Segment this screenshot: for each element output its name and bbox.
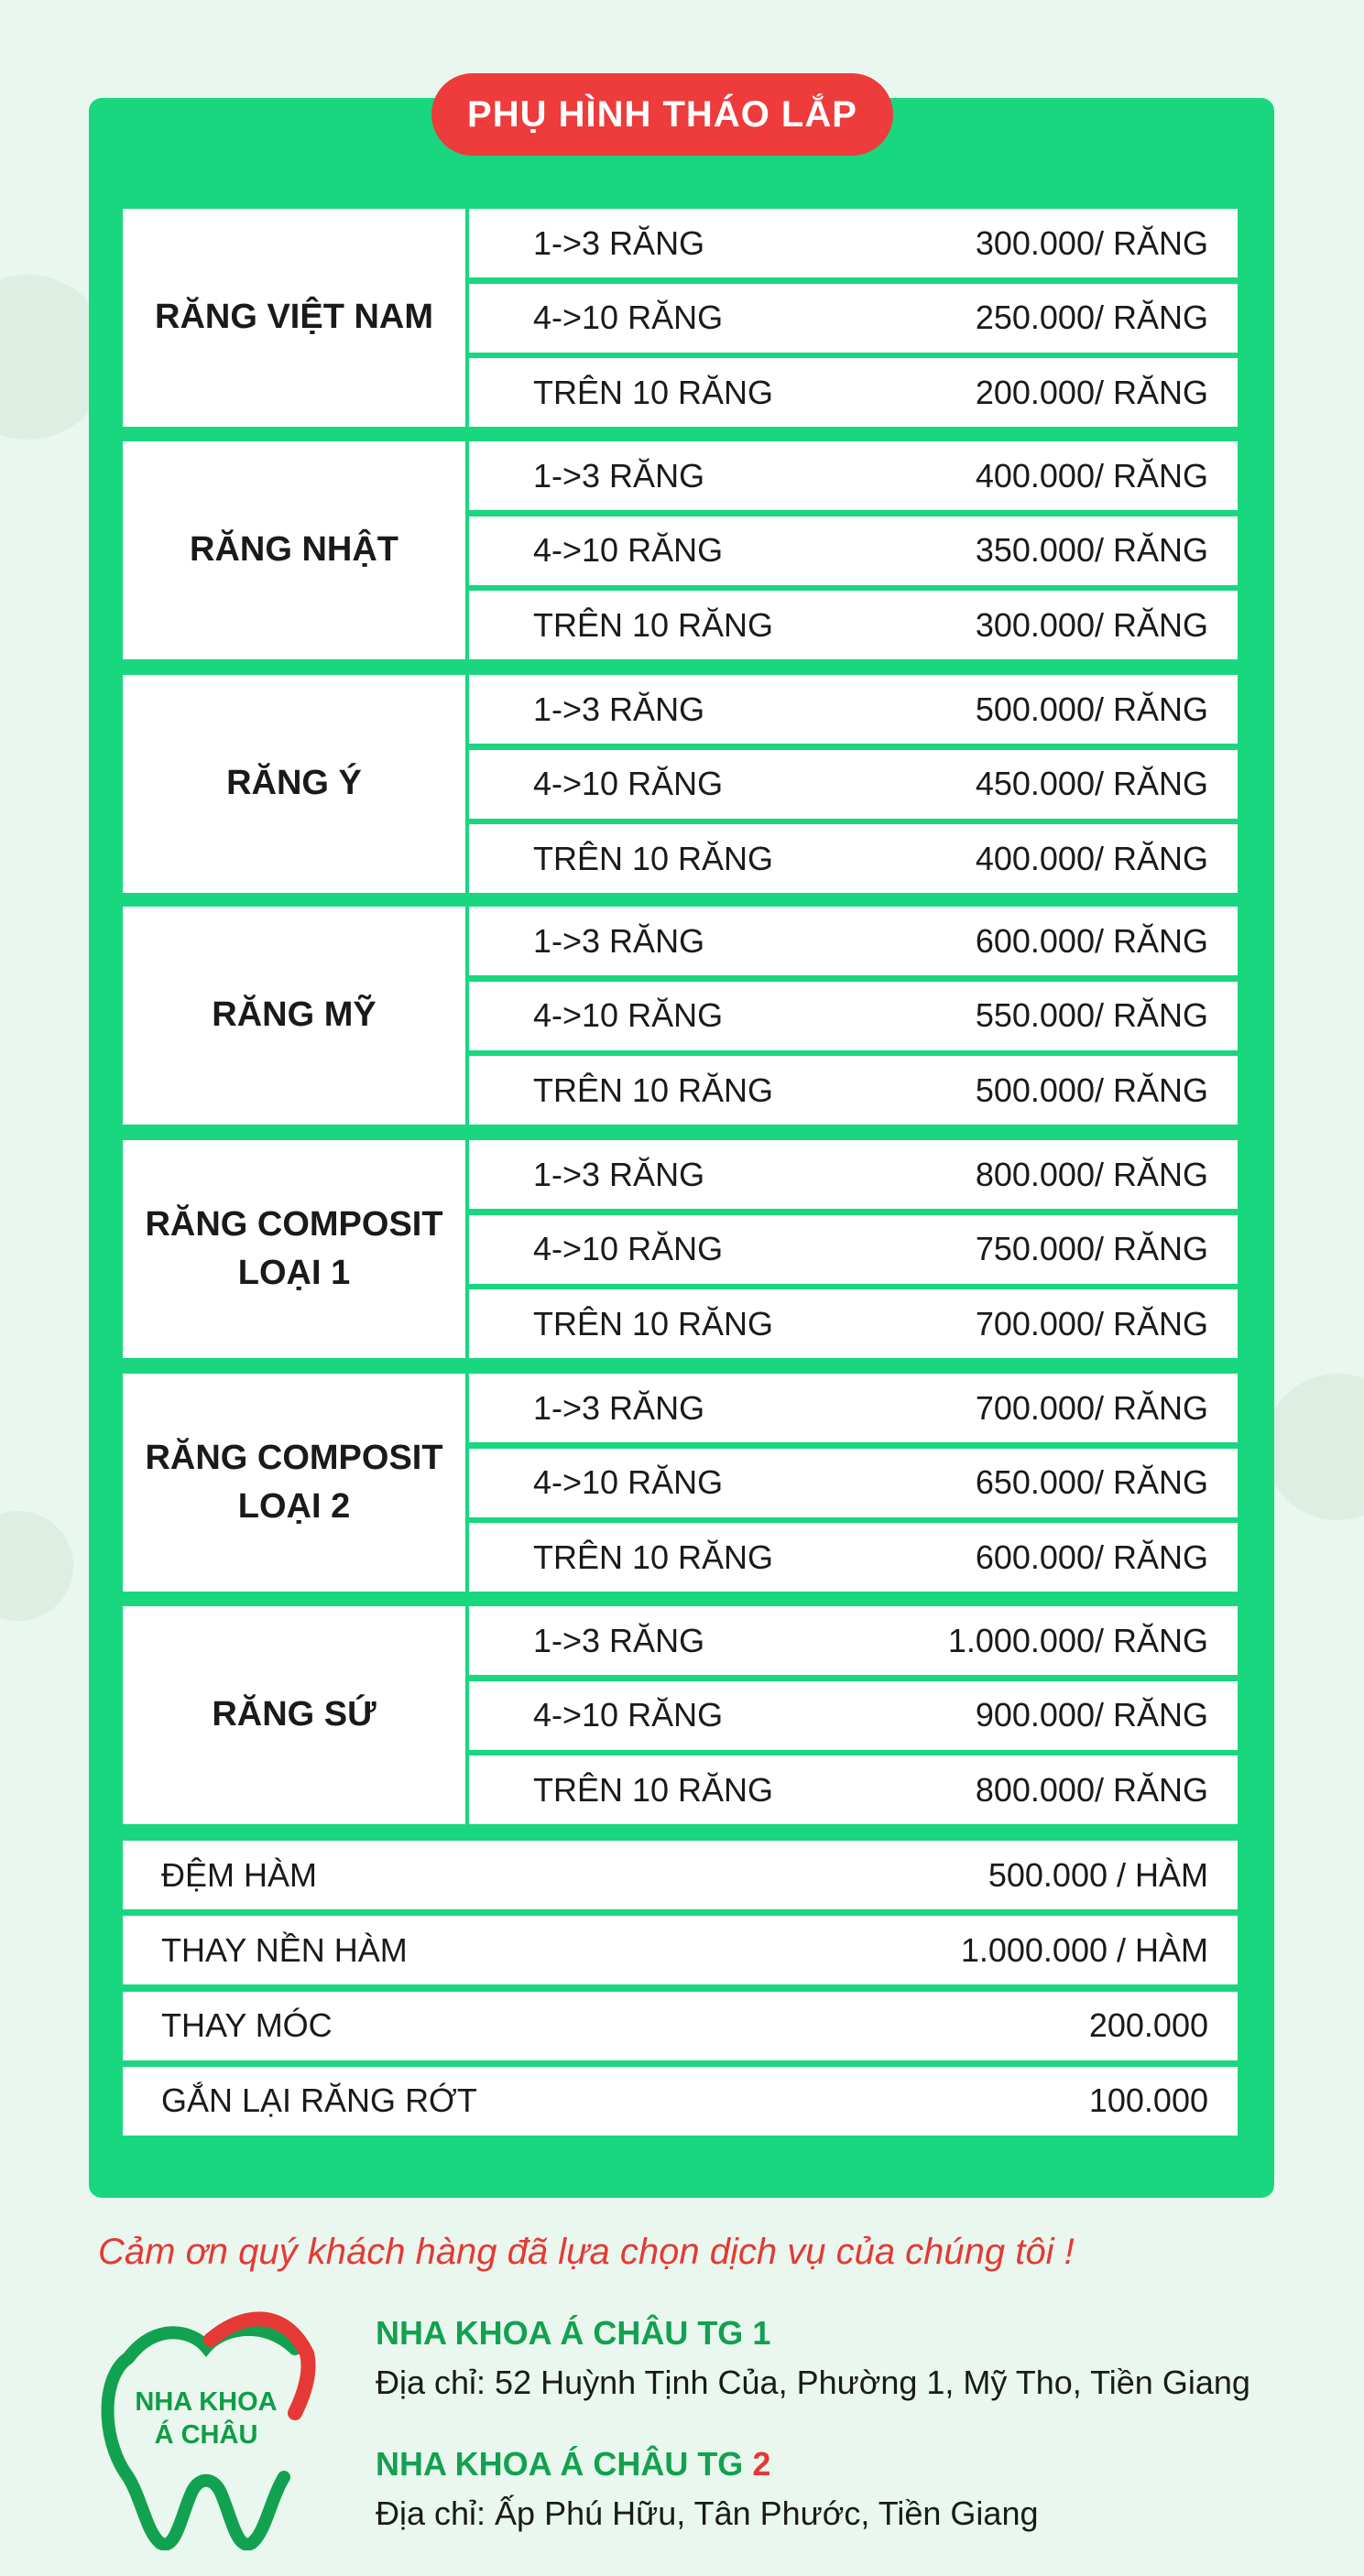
row-price: 600.000/ RĂNG bbox=[975, 921, 1208, 960]
extra-price: 100.000 bbox=[1088, 2081, 1208, 2120]
price-group-composit-1 bbox=[123, 1140, 1238, 1358]
extra-row bbox=[123, 1841, 1238, 1909]
row-price: 650.000/ RĂNG bbox=[975, 1463, 1208, 1501]
extra-label: THAY MÓC bbox=[161, 2006, 333, 2045]
thank-you-note: Cảm ơn quý khách hàng đã lựa chọn dịch vụ của chúng tôi ! bbox=[98, 2232, 1075, 2272]
row-label: 4->10 RĂNG bbox=[533, 996, 724, 1034]
row-label: 1->3 RĂNG bbox=[533, 921, 705, 960]
branch-number: 2 bbox=[752, 2445, 771, 2483]
branch-name bbox=[376, 2314, 1250, 2353]
row-label: 1->3 RĂNG bbox=[533, 1155, 705, 1193]
price-row bbox=[469, 1374, 1238, 1442]
row-price: 300.000/ RĂNG bbox=[975, 605, 1208, 644]
price-row bbox=[469, 907, 1238, 975]
group-name: RĂNG SỨ bbox=[123, 1606, 465, 1824]
row-price: 450.000/ RĂNG bbox=[975, 765, 1208, 802]
row-label: 4->10 RĂNG bbox=[533, 299, 724, 336]
row-price: 800.000/ RĂNG bbox=[975, 1155, 1208, 1193]
row-label: 1->3 RĂNG bbox=[533, 223, 705, 262]
logo-line-1: NHA KHOA bbox=[135, 2387, 278, 2417]
price-group-composit-2 bbox=[123, 1374, 1238, 1592]
price-row bbox=[469, 982, 1238, 1050]
branch-name-text: NHA KHOA Á CHÂU TG bbox=[376, 2314, 753, 2352]
price-row bbox=[469, 358, 1238, 427]
row-label: TRÊN 10 RĂNG bbox=[533, 1770, 774, 1809]
row-price: 750.000/ RĂNG bbox=[975, 1230, 1208, 1267]
price-row bbox=[469, 750, 1238, 819]
row-label: TRÊN 10 RĂNG bbox=[533, 605, 774, 644]
price-row bbox=[469, 1215, 1238, 1284]
row-price: 400.000/ RĂNG bbox=[975, 839, 1208, 877]
row-label: 4->10 RĂNG bbox=[533, 1230, 724, 1267]
price-group-su bbox=[123, 1606, 1238, 1824]
row-label: TRÊN 10 RĂNG bbox=[533, 1304, 774, 1342]
extra-services-list bbox=[123, 1841, 1238, 2136]
price-row bbox=[469, 1681, 1238, 1750]
price-row bbox=[469, 1140, 1238, 1209]
row-label: 4->10 RĂNG bbox=[533, 1463, 724, 1501]
row-label: 1->3 RĂNG bbox=[533, 1621, 705, 1659]
extra-label: ĐỆM HÀM bbox=[161, 1855, 317, 1894]
group-name: RĂNG COMPOSIT LOẠI 1 bbox=[123, 1140, 465, 1358]
group-name: RĂNG Ý bbox=[123, 675, 465, 893]
row-label: TRÊN 10 RĂNG bbox=[533, 1538, 774, 1576]
row-price: 550.000/ RĂNG bbox=[975, 996, 1208, 1034]
extra-row bbox=[123, 1916, 1238, 1984]
background-decoration bbox=[1264, 1374, 1364, 1520]
extra-price: 500.000 / HÀM bbox=[988, 1855, 1208, 1894]
row-label: 1->3 RĂNG bbox=[533, 456, 705, 495]
extra-price: 1.000.000 / HÀM bbox=[960, 1930, 1208, 1969]
price-row bbox=[469, 441, 1238, 510]
branch-address: Địa chỉ: 52 Huỳnh Tịnh Của, Phường 1, Mỹ Tho, Tiền Giang bbox=[376, 2364, 1250, 2401]
row-label: 4->10 RĂNG bbox=[533, 531, 724, 569]
branch-1 bbox=[376, 2314, 1250, 2402]
group-name: RĂNG NHẬT bbox=[123, 441, 465, 659]
price-row bbox=[469, 1449, 1238, 1517]
price-row bbox=[469, 284, 1238, 353]
price-row bbox=[469, 209, 1238, 277]
row-price: 350.000/ RĂNG bbox=[975, 531, 1208, 569]
price-row bbox=[469, 1606, 1238, 1675]
row-label: TRÊN 10 RĂNG bbox=[533, 839, 774, 877]
page-title: PHỤ HÌNH THÁO LẮP bbox=[431, 73, 893, 156]
row-price: 200.000/ RĂNG bbox=[975, 373, 1208, 411]
row-label: 1->3 RĂNG bbox=[533, 690, 705, 728]
branch-2 bbox=[376, 2445, 1039, 2533]
price-row bbox=[469, 1523, 1238, 1592]
row-label: TRÊN 10 RĂNG bbox=[533, 373, 774, 411]
clinic-logo bbox=[92, 2303, 321, 2550]
row-price: 500.000/ RĂNG bbox=[975, 690, 1208, 728]
price-row bbox=[469, 591, 1238, 659]
group-name: RĂNG COMPOSIT LOẠI 2 bbox=[123, 1374, 465, 1592]
price-row bbox=[469, 1755, 1238, 1824]
extra-row bbox=[123, 2067, 1238, 2136]
price-row bbox=[469, 675, 1238, 744]
row-price: 700.000/ RĂNG bbox=[975, 1388, 1208, 1427]
branch-address: Địa chỉ: Ấp Phú Hữu, Tân Phước, Tiền Giang bbox=[376, 2494, 1039, 2532]
logo-text bbox=[92, 2386, 321, 2452]
group-name: RĂNG VIỆT NAM bbox=[123, 209, 465, 427]
price-row bbox=[469, 1056, 1238, 1125]
row-price: 700.000/ RĂNG bbox=[975, 1304, 1208, 1342]
price-group-viet-nam bbox=[123, 209, 1238, 427]
extra-row bbox=[123, 1992, 1238, 2060]
extra-price: 200.000 bbox=[1088, 2006, 1208, 2045]
row-price: 600.000/ RĂNG bbox=[975, 1538, 1208, 1576]
price-row bbox=[469, 824, 1238, 893]
price-row bbox=[469, 1289, 1238, 1358]
branch-number: 1 bbox=[752, 2314, 771, 2352]
extra-label: GẮN LẠI RĂNG RỚT bbox=[161, 2081, 477, 2120]
row-price: 800.000/ RĂNG bbox=[975, 1770, 1208, 1809]
logo-line-2: Á CHÂU bbox=[154, 2420, 258, 2451]
row-price: 300.000/ RĂNG bbox=[975, 223, 1208, 262]
row-price: 250.000/ RĂNG bbox=[975, 299, 1208, 336]
row-label: 4->10 RĂNG bbox=[533, 765, 724, 802]
price-group-y bbox=[123, 675, 1238, 893]
row-label: 4->10 RĂNG bbox=[533, 1696, 724, 1734]
background-decoration bbox=[0, 1511, 73, 1621]
price-row bbox=[469, 516, 1238, 585]
row-price: 1.000.000/ RĂNG bbox=[947, 1621, 1208, 1659]
row-price: 900.000/ RĂNG bbox=[975, 1696, 1208, 1734]
branch-name bbox=[376, 2445, 1039, 2484]
price-group-nhat bbox=[123, 441, 1238, 659]
branch-name-text: NHA KHOA Á CHÂU TG bbox=[376, 2445, 753, 2483]
row-price: 400.000/ RĂNG bbox=[975, 456, 1208, 495]
row-label: TRÊN 10 RĂNG bbox=[533, 1071, 774, 1109]
row-price: 500.000/ RĂNG bbox=[975, 1071, 1208, 1109]
price-group-my bbox=[123, 907, 1238, 1125]
extra-label: THAY NỀN HÀM bbox=[161, 1930, 408, 1969]
row-label: 1->3 RĂNG bbox=[533, 1388, 705, 1427]
group-name: RĂNG MỸ bbox=[123, 907, 465, 1125]
